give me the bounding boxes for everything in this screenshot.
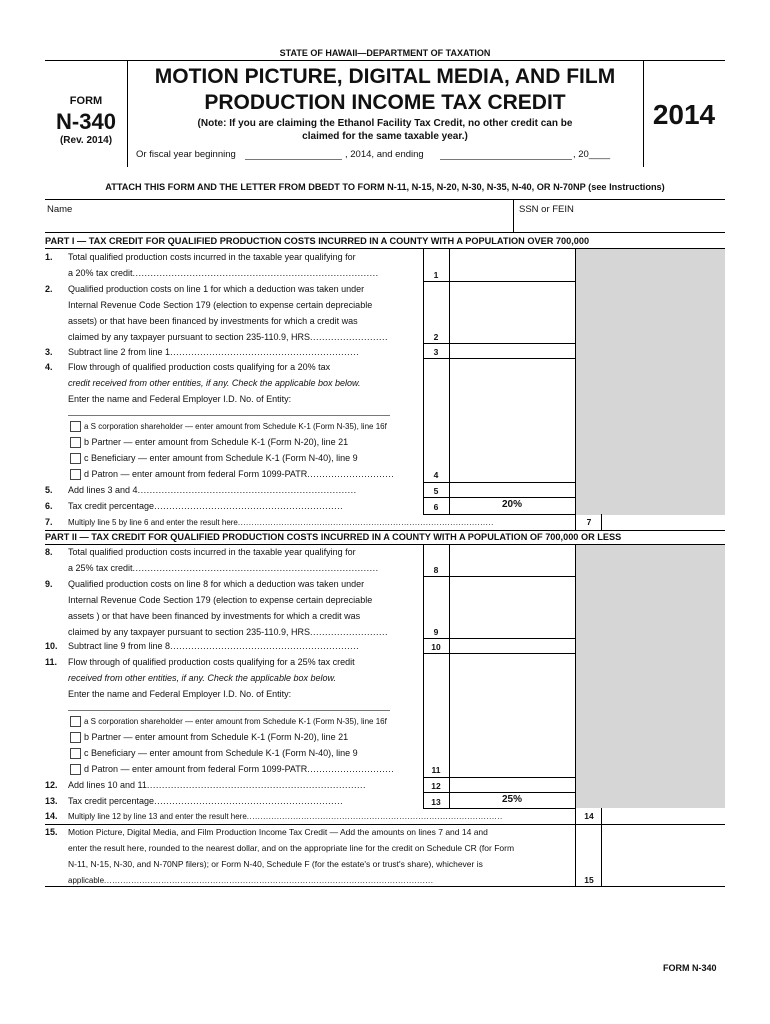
line1-amount-field[interactable] xyxy=(450,252,574,280)
line15-text-a: Motion Picture, Digital Media, and Film Production Income Tax Credit — Add the amounts on lines 7 and 14 and xyxy=(68,827,488,837)
line4-amount-field[interactable] xyxy=(450,362,574,480)
line11-checkbox-c[interactable] xyxy=(70,748,81,759)
tax-year: 2014 xyxy=(652,99,716,130)
line11-number: 11. xyxy=(45,657,58,667)
line2-text-d: claimed by any taxpayer pursuant to section 235-110.9, HRS.......................... xyxy=(68,332,388,342)
line4-text-a: Flow through of qualified production costs qualifying for a 20% tax xyxy=(68,362,331,372)
form-title-line2: PRODUCTION INCOME TAX CREDIT xyxy=(204,91,566,114)
part2-heading: PART II — TAX CREDIT FOR QUALIFIED PRODUCTION COSTS INCURRED IN A COUNTY WITH A POPULATION OF 700,000 OR LESS xyxy=(45,532,622,542)
line-ref-3: 3 xyxy=(433,347,439,357)
line9-text-c: assets ) or that have been financed by investments for which a credit was xyxy=(68,611,361,621)
line11-checkbox-a[interactable] xyxy=(70,716,81,727)
line9-text-d: claimed by any taxpayer pursuant to section 235-110.9, HRS.......................... xyxy=(68,627,388,637)
line9-amount-field[interactable] xyxy=(450,579,574,636)
line7-number: 7. xyxy=(45,517,53,527)
ssn-fein-field[interactable] xyxy=(515,212,723,230)
form-label: FORM xyxy=(69,95,103,107)
line-ref-15: 15 xyxy=(584,875,594,885)
line13-percentage: 25% xyxy=(501,794,522,805)
line-ref-14: 14 xyxy=(584,811,594,821)
line14-number: 14. xyxy=(45,811,58,821)
line15-text-b: enter the result here, rounded to the nearest dollar, and on the appropriate line for the credit on Schedule CR (for Form xyxy=(68,843,515,853)
line8-number: 8. xyxy=(45,547,53,557)
line15-text-c: N-11, N-15, N-30, and N-70NP filers); or Form N-40, Schedule F (for the estate's or trust's share), whichever is xyxy=(68,859,483,869)
line15-amount-field[interactable] xyxy=(602,826,724,884)
line4-entity-field[interactable] xyxy=(68,415,390,416)
line9-number: 9. xyxy=(45,579,53,589)
line12-text: Add lines 10 and 11......................................................................... xyxy=(68,780,366,790)
line4-option-a: a S corporation shareholder — enter amount from Schedule K-1 (Form N-35), line 16f xyxy=(84,422,387,431)
part1-heading: PART I — TAX CREDIT FOR QUALIFIED PRODUCTION COSTS INCURRED IN A COUNTY WITH A POPULATION OVER 700,000 xyxy=(45,236,590,246)
line-ref-8: 8 xyxy=(433,565,439,575)
line3-amount-field[interactable] xyxy=(450,345,574,357)
name-field[interactable] xyxy=(46,212,511,230)
line15-number: 15. xyxy=(45,827,58,837)
line4-option-d: d Patron — enter amount from federal Form 1099-PATR............................. xyxy=(84,469,395,479)
line8-text-b: a 25% tax credit.................................................................................. xyxy=(68,563,379,573)
line7-amount-field[interactable] xyxy=(602,515,724,529)
fiscal-year-label: Or fiscal year beginning xyxy=(136,149,236,160)
line-ref-11: 11 xyxy=(431,765,441,775)
line3-number: 3. xyxy=(45,347,53,357)
line-ref-13: 13 xyxy=(431,797,441,807)
attach-instruction: ATTACH THIS FORM AND THE LETTER FROM DBEDT TO FORM N-11, N-15, N-20, N-30, N-35, N-40, OR N-70NP (see Instructions) xyxy=(105,182,665,192)
line-ref-2: 2 xyxy=(433,332,439,342)
line14-text: Multiply line 12 by line 13 and enter the result here.............................................................................................. xyxy=(68,812,503,821)
line-ref-4: 4 xyxy=(433,470,439,480)
line11-option-d: d Patron — enter amount from federal Form 1099-PATR............................. xyxy=(84,764,395,774)
line9-text-b: Internal Revenue Code Section 179 (election to expense certain depreciable xyxy=(68,595,373,605)
line5-number: 5. xyxy=(45,485,53,495)
fiscal-begin-field[interactable] xyxy=(245,159,342,160)
line11-checkbox-b[interactable] xyxy=(70,732,81,743)
line4-checkbox-a[interactable] xyxy=(70,421,81,432)
ssn-fein-label: SSN or FEIN xyxy=(519,204,574,215)
line15-text-d: applicable......................................................................................................................... xyxy=(68,876,434,885)
line9-text-a: Qualified production costs on line 8 for which a deduction was taken under xyxy=(68,579,365,589)
line5-amount-field[interactable] xyxy=(450,484,574,496)
line13-number: 13. xyxy=(45,796,58,806)
line12-number: 12. xyxy=(45,780,58,790)
fiscal-end-field[interactable] xyxy=(440,159,572,160)
line-ref-7: 7 xyxy=(586,517,592,527)
line2-amount-field[interactable] xyxy=(450,284,574,341)
line3-text: Subtract line 2 from line 1............................................................... xyxy=(68,347,360,357)
line1-text-b: a 20% tax credit.................................................................................. xyxy=(68,268,379,278)
line14-amount-field[interactable] xyxy=(602,809,724,823)
line13-text: Tax credit percentage............................................................... xyxy=(68,796,344,806)
line11-entity-field[interactable] xyxy=(68,710,390,711)
line2-number: 2. xyxy=(45,284,53,294)
line12-amount-field[interactable] xyxy=(450,779,574,791)
line1-text: Total qualified production costs incurred in the taxable year qualifying for xyxy=(68,252,356,262)
fiscal-ending-label: , 2014, and ending xyxy=(345,149,424,160)
line-ref-12: 12 xyxy=(431,781,441,791)
line8-amount-field[interactable] xyxy=(450,547,574,575)
line7-text: Multiply line 5 by line 6 and enter the result here.............................................................................................. xyxy=(68,518,494,527)
name-label: Name xyxy=(47,204,73,215)
line10-number: 10. xyxy=(45,641,58,651)
line8-text-a: Total qualified production costs incurred in the taxable year qualifying for xyxy=(68,547,356,557)
line4-number: 4. xyxy=(45,362,53,372)
line1-number: 1. xyxy=(45,252,53,262)
line11-amount-field[interactable] xyxy=(450,657,574,775)
line11-text-b: received from other entities, if any. Check the applicable box below. xyxy=(68,673,336,683)
line11-option-a: a S corporation shareholder — enter amount from Schedule K-1 (Form N-35), line 16f xyxy=(84,717,387,726)
line6-number: 6. xyxy=(45,501,53,511)
line2-text-c: assets) or that have been financed by investments for which a credit was xyxy=(68,316,358,326)
line-ref-1: 1 xyxy=(433,270,439,280)
line4-text-c: Enter the name and Federal Employer I.D. No. of Entity: xyxy=(68,394,292,404)
line10-text: Subtract line 9 from line 8............................................................... xyxy=(68,641,360,651)
state-dept-heading: STATE OF HAWAII—DEPARTMENT OF TAXATION xyxy=(279,48,491,58)
line4-option-b: b Partner — enter amount from Schedule K-1 (Form N-20), line 21 xyxy=(84,437,349,447)
part1-shaded-column xyxy=(575,249,725,515)
line11-option-c: c Beneficiary — enter amount from Schedule K-1 (Form N-40), line 9 xyxy=(84,748,358,758)
line4-text-b: credit received from other entities, if any. Check the applicable box below. xyxy=(68,378,361,388)
fiscal-year-suffix: , 20____ xyxy=(573,149,610,160)
footer-form-number: FORM N-340 xyxy=(663,963,717,973)
line-ref-10: 10 xyxy=(431,642,441,652)
line-ref-5: 5 xyxy=(433,486,439,496)
line-ref-9: 9 xyxy=(433,627,439,637)
line10-amount-field[interactable] xyxy=(450,640,574,652)
form-title-line1: MOTION PICTURE, DIGITAL MEDIA, AND FILM xyxy=(154,65,616,88)
line11-text-a: Flow through of qualified production costs qualifying for a 25% tax credit xyxy=(68,657,355,667)
form-note-line2: claimed for the same taxable year.) xyxy=(302,131,468,142)
line4-checkbox-d[interactable] xyxy=(70,469,81,480)
line4-option-c: c Beneficiary — enter amount from Schedule K-1 (Form N-40), line 9 xyxy=(84,453,358,463)
line6-text: Tax credit percentage............................................................... xyxy=(68,501,344,511)
line11-checkbox-d[interactable] xyxy=(70,764,81,775)
line4-checkbox-c[interactable] xyxy=(70,453,81,464)
line2-text-b: Internal Revenue Code Section 179 (election to expense certain depreciable xyxy=(68,300,373,310)
form-number: N-340 xyxy=(56,109,116,134)
line11-option-b: b Partner — enter amount from Schedule K-1 (Form N-20), line 21 xyxy=(84,732,349,742)
form-revision: (Rev. 2014) xyxy=(59,135,113,146)
line5-text: Add lines 3 and 4......................................................................... xyxy=(68,485,357,495)
form-note-line1: (Note: If you are claiming the Ethanol Facility Tax Credit, no other credit can be xyxy=(197,118,573,129)
part2-shaded-column xyxy=(575,545,725,808)
line2-text-a: Qualified production costs on line 1 for which a deduction was taken under xyxy=(68,284,365,294)
line-ref-6: 6 xyxy=(433,502,439,512)
line4-checkbox-b[interactable] xyxy=(70,437,81,448)
line11-text-c: Enter the name and Federal Employer I.D. No. of Entity: xyxy=(68,689,292,699)
line6-percentage: 20% xyxy=(501,499,522,510)
